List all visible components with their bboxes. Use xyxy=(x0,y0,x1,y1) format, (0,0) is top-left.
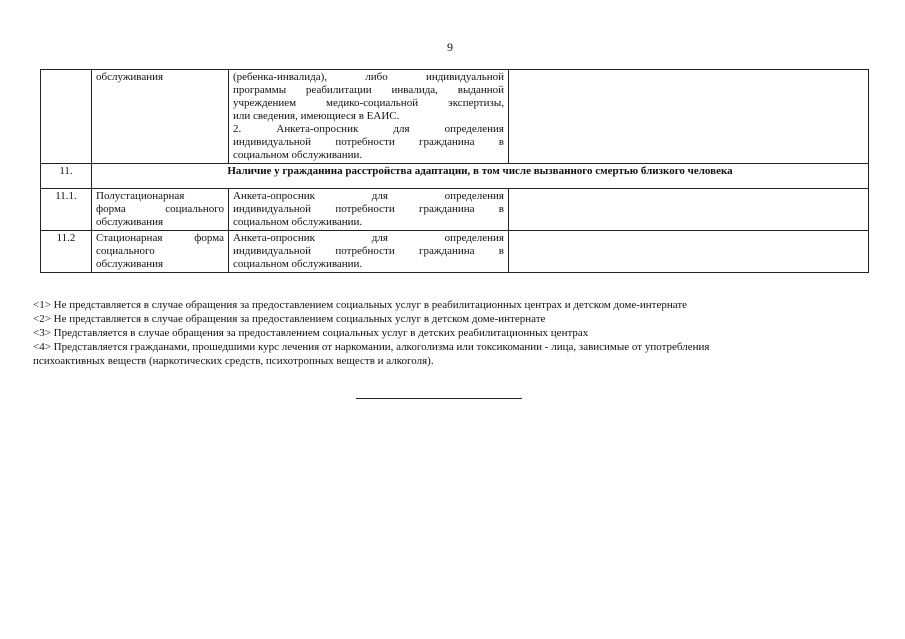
service-form-line: Стационарная форма xyxy=(96,232,224,244)
footnote: <1> Не представляется в случае обращения за предоставлением социальных услуг в реабилитационных центрах и детском доме-интернате xyxy=(33,299,688,311)
table-row xyxy=(41,189,869,231)
documents-line: или сведения, имеющиеся в ЕАИС. xyxy=(233,110,400,122)
documents-line: (ребенка-инвалида), либо индивидуальной xyxy=(233,71,504,83)
footnote: <2> Не представляется в случае обращения за предоставлением социальных услуг в детском доме-интернате xyxy=(33,313,546,325)
service-form-line: социального xyxy=(96,245,155,257)
service-form-cell xyxy=(92,189,229,231)
service-form-line: Полустационарная xyxy=(96,190,185,202)
footnote: <3> Представляется в случае обращения за предоставлением социальных услуг в детских реабилитационных центрах xyxy=(33,327,589,339)
documents-line: индивидуальной потребности гражданина в xyxy=(233,136,504,148)
table-row xyxy=(41,231,869,273)
service-form-text: обслуживания xyxy=(96,71,164,83)
note-cell xyxy=(509,231,869,273)
documents-table xyxy=(40,69,869,273)
page-number: 9 xyxy=(447,40,453,54)
row-number-cell xyxy=(41,70,92,164)
service-form-cell xyxy=(92,70,229,164)
section-row xyxy=(41,164,869,189)
documents-line: социальном обслуживании. xyxy=(233,258,363,270)
required-documents-cell xyxy=(229,231,509,273)
section-number: 11. xyxy=(41,164,92,189)
section-title: Наличие у гражданина расстройства адаптации, в том числе вызванного смертью близкого человека xyxy=(92,164,869,189)
documents-line: индивидуальной потребности гражданина в xyxy=(233,245,504,257)
documents-line: учреждением медико-социальной экспертизы, xyxy=(233,97,504,109)
row-number: 11.2 xyxy=(41,231,92,273)
note-cell xyxy=(509,189,869,231)
documents-line: 2. Анкета-опросник для определения xyxy=(233,123,504,135)
documents-line: Анкета-опросник для определения xyxy=(233,232,504,244)
table-row-continued xyxy=(41,70,869,164)
footnote: <4> Представляется гражданами, прошедшими курс лечения от наркомании, алкоголизма или токсикомании - лица, зависимые от употребления xyxy=(33,341,710,353)
closing-divider-line xyxy=(356,398,522,399)
documents-line: социальном обслуживании. xyxy=(233,149,363,161)
service-form-line: обслуживания xyxy=(96,258,164,270)
required-documents-cell xyxy=(229,70,509,164)
documents-line: программы реабилитации инвалида, выданной xyxy=(233,84,504,96)
documents-line: индивидуальной потребности гражданина в xyxy=(233,203,504,215)
service-form-line: обслуживания xyxy=(96,216,164,228)
service-form-cell xyxy=(92,231,229,273)
footnotes xyxy=(33,298,863,368)
required-documents-cell xyxy=(229,189,509,231)
documents-line: социальном обслуживании. xyxy=(233,216,363,228)
footnote: психоактивных веществ (наркотических средств, психотропных веществ и алкоголя). xyxy=(33,355,434,367)
service-form-line: форма социального xyxy=(96,203,224,215)
note-cell xyxy=(509,70,869,164)
documents-line: Анкета-опросник для определения xyxy=(233,190,504,202)
row-number: 11.1. xyxy=(41,189,92,231)
